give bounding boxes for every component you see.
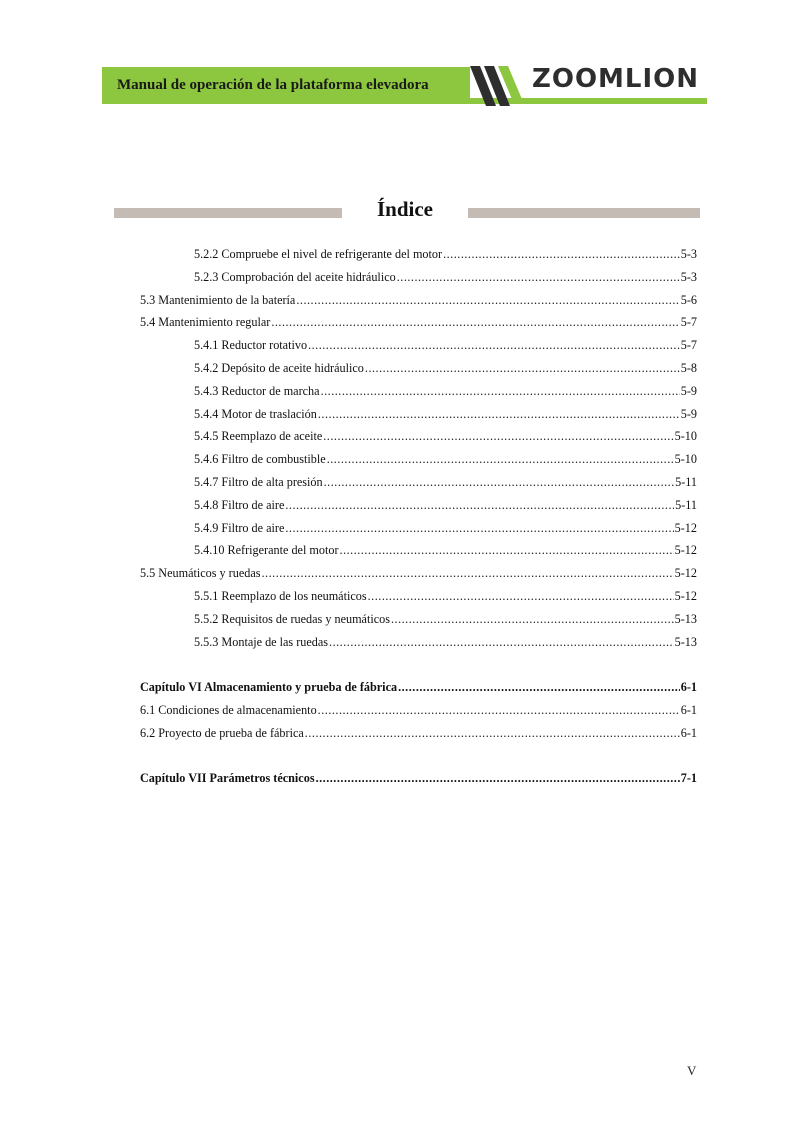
toc-entry[interactable] xyxy=(140,289,697,312)
toc-leader-dots xyxy=(323,425,673,448)
toc-entry-label: 5.3 Mantenimiento de la batería xyxy=(140,292,296,307)
toc-entry-label: 5.4 Mantenimiento regular xyxy=(140,315,271,330)
toc-leader-dots xyxy=(365,357,680,380)
toc-entry-label: Capítulo VII Parámetros técnicos xyxy=(140,771,315,786)
toc-chapter-entry[interactable] xyxy=(140,767,697,790)
toc-entry[interactable] xyxy=(140,311,697,334)
toc-entry-page: 6-1 xyxy=(680,725,697,740)
toc-leader-dots xyxy=(308,334,680,357)
toc-entry-label: Capítulo VI Almacenamiento y prueba de fábrica xyxy=(140,680,398,695)
toc-entry[interactable] xyxy=(140,608,697,631)
toc-leader-dots xyxy=(262,562,674,585)
toc-entry-page: 5-9 xyxy=(680,406,697,421)
toc-entry-label: 5.5 Neumáticos y ruedas xyxy=(140,566,261,581)
toc-entry[interactable] xyxy=(140,357,697,380)
toc-entry-page: 5-12 xyxy=(674,566,697,581)
toc-entry-label: 5.4.10 Refrigerante del motor xyxy=(194,543,339,558)
toc-entry[interactable] xyxy=(140,699,697,722)
toc-entry-page: 5-12 xyxy=(674,520,697,535)
toc-entry-page: 5-13 xyxy=(674,611,697,626)
toc-entry-label: 5.4.8 Filtro de aire xyxy=(194,497,285,512)
toc-entry[interactable] xyxy=(140,243,697,266)
toc-entry-label: 5.4.5 Reemplazo de aceite xyxy=(194,429,323,444)
toc-entry-label: 6.1 Condiciones de almacenamiento xyxy=(140,702,317,717)
toc-entry-label: 6.2 Proyecto de prueba de fábrica xyxy=(140,725,304,740)
toc-leader-dots xyxy=(318,403,680,426)
toc-entry[interactable] xyxy=(140,471,697,494)
toc-entry-page: 5-13 xyxy=(674,634,697,649)
toc-leader-dots xyxy=(321,380,680,403)
toc-leader-dots xyxy=(318,699,680,722)
toc-entry[interactable] xyxy=(140,585,697,608)
toc-leader-dots xyxy=(285,494,674,517)
toc-entry-label: 5.5.2 Requisitos de ruedas y neumáticos xyxy=(194,611,390,626)
toc-entry-page: 5-11 xyxy=(675,497,697,512)
toc-entry-label: 5.4.2 Depósito de aceite hidráulico xyxy=(194,360,364,375)
toc-entry[interactable] xyxy=(140,494,697,517)
toc-leader-dots xyxy=(327,448,674,471)
toc-entry-page: 6-1 xyxy=(680,680,697,695)
toc-entry[interactable] xyxy=(140,631,697,654)
toc-entry-label: 5.4.1 Reductor rotativo xyxy=(194,338,308,353)
toc-entry-page: 5-10 xyxy=(674,452,697,467)
toc-entry-label: 5.4.6 Filtro de combustible xyxy=(194,452,326,467)
toc-leader-dots xyxy=(271,311,679,334)
table-of-contents xyxy=(140,243,697,790)
toc-entry[interactable] xyxy=(140,266,697,289)
toc-title: Índice xyxy=(376,197,433,221)
toc-entry[interactable] xyxy=(140,562,697,585)
toc-entry-label: 5.4.9 Filtro de aire xyxy=(194,520,285,535)
toc-entry[interactable] xyxy=(140,334,697,357)
toc-leader-dots xyxy=(329,631,674,654)
manual-title: Manual de operación de la plataforma elevadora xyxy=(117,77,429,93)
toc-chapter-entry[interactable] xyxy=(140,676,697,699)
toc-leader-dots xyxy=(324,471,674,494)
toc-entry-label: 5.4.4 Motor de traslación xyxy=(194,406,317,421)
toc-leader-dots xyxy=(305,722,680,745)
toc-entry-page: 5-10 xyxy=(674,429,697,444)
toc-leader-dots xyxy=(391,608,674,631)
toc-entry-label: 5.2.3 Comprobación del aceite hidráulico xyxy=(194,269,396,284)
toc-leader-dots xyxy=(368,585,674,608)
title-rule-right xyxy=(468,208,700,218)
toc-leader-dots xyxy=(316,767,680,790)
toc-leader-dots xyxy=(398,676,680,699)
toc-entry[interactable] xyxy=(140,448,697,471)
brand-logo-text: ZOOMLION xyxy=(532,64,700,94)
toc-entry[interactable] xyxy=(140,539,697,562)
toc-leader-dots xyxy=(397,266,680,289)
toc-entry-label: 5.5.3 Montaje de las ruedas xyxy=(194,634,329,649)
toc-entry[interactable] xyxy=(140,425,697,448)
toc-entry[interactable] xyxy=(140,403,697,426)
page-number: V xyxy=(687,1063,697,1078)
toc-entry-page: 7-1 xyxy=(680,771,697,786)
toc-leader-dots xyxy=(296,289,679,312)
toc-entry-page: 5-12 xyxy=(674,543,697,558)
toc-entry-page: 5-6 xyxy=(680,292,697,307)
toc-entry-label: 5.4.7 Filtro de alta presión xyxy=(194,474,323,489)
toc-leader-dots xyxy=(340,539,674,562)
toc-entry-page: 5-7 xyxy=(680,315,697,330)
toc-entry-label: 5.5.1 Reemplazo de los neumáticos xyxy=(194,588,367,603)
toc-entry-page: 5-3 xyxy=(680,269,697,284)
toc-entry-label: 5.4.3 Reductor de marcha xyxy=(194,383,320,398)
toc-entry-page: 5-3 xyxy=(680,247,697,261)
toc-entry-page: 5-9 xyxy=(680,383,697,398)
toc-entry-page: 5-11 xyxy=(675,474,697,489)
toc-entry-label: 5.2.2 Compruebe el nivel de refrigerante del motor xyxy=(194,247,443,261)
zoomlion-logo-icon xyxy=(468,66,534,106)
toc-leader-dots xyxy=(443,243,680,266)
toc-entry-page: 5-8 xyxy=(680,360,697,375)
toc-entry[interactable] xyxy=(140,517,697,540)
toc-entry-page: 5-7 xyxy=(680,338,697,353)
toc-entry-page: 5-12 xyxy=(674,588,697,603)
title-rule-left xyxy=(114,208,342,218)
toc-entry-page: 6-1 xyxy=(680,702,697,717)
toc-entry[interactable] xyxy=(140,722,697,745)
toc-entry[interactable] xyxy=(140,380,697,403)
toc-leader-dots xyxy=(285,517,673,540)
